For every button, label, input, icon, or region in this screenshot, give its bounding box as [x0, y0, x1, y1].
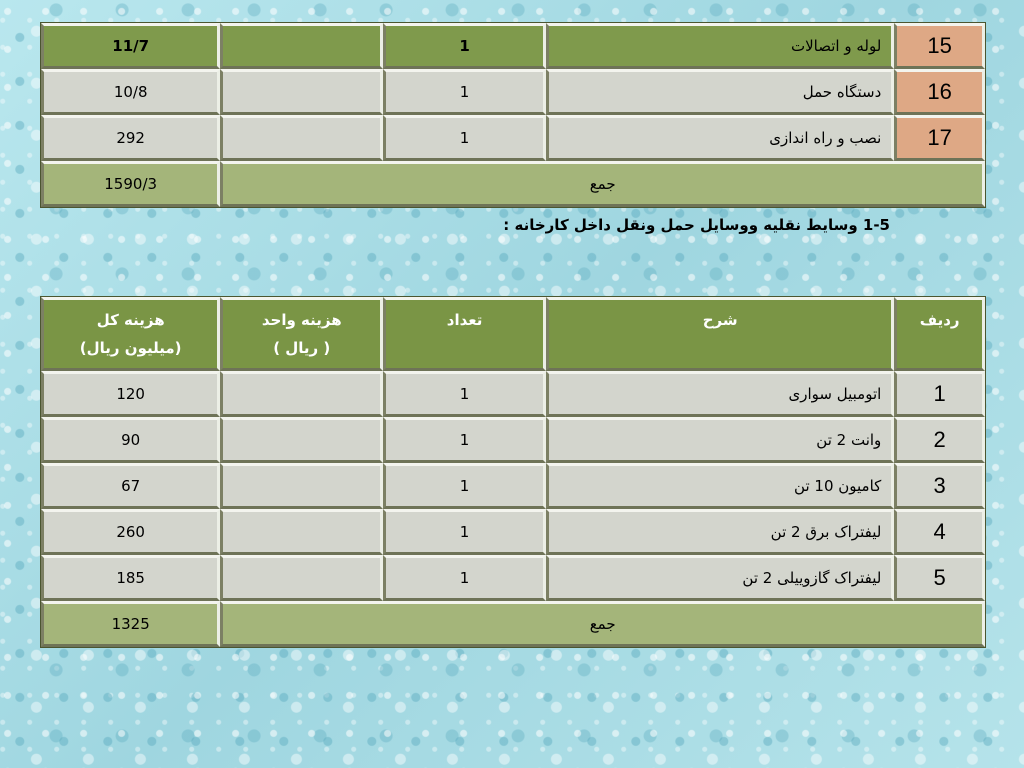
row-index: 5 [894, 555, 985, 601]
row-quantity: 1 [383, 115, 546, 161]
row-total-cost: 90 [41, 417, 220, 463]
header-description: شرح [546, 297, 894, 371]
row-quantity: 1 [383, 555, 546, 601]
table-row [41, 69, 985, 115]
row-total-cost: 11/7 [41, 23, 220, 69]
row-total-cost: 120 [41, 371, 220, 417]
section-caption: 1-5 وسایط نقلیه ووسایل حمل ونقل داخل کارخانه : [503, 216, 890, 234]
row-unit-cost [220, 509, 383, 555]
row-quantity: 1 [383, 509, 546, 555]
row-quantity: 1 [383, 463, 546, 509]
row-description: اتومبیل سواری [546, 371, 894, 417]
table-row [41, 509, 985, 555]
header-total-cost [41, 297, 220, 371]
header-index: ردیف [894, 297, 985, 371]
row-unit-cost [220, 23, 383, 69]
row-quantity: 1 [383, 371, 546, 417]
row-index: 15 [894, 23, 985, 69]
row-index: 16 [894, 69, 985, 115]
header-total-cost-title: هزینه کل [96, 311, 165, 329]
sum-row [41, 161, 985, 207]
row-total-cost: 260 [41, 509, 220, 555]
row-unit-cost [220, 555, 383, 601]
row-unit-cost [220, 417, 383, 463]
table-row [41, 371, 985, 417]
sum-value: 1325 [41, 601, 220, 647]
table-row [41, 417, 985, 463]
row-index: 1 [894, 371, 985, 417]
row-index: 3 [894, 463, 985, 509]
row-index: 17 [894, 115, 985, 161]
row-total-cost: 292 [41, 115, 220, 161]
row-unit-cost [220, 115, 383, 161]
row-total-cost: 10/8 [41, 69, 220, 115]
row-quantity: 1 [383, 417, 546, 463]
header-unit-cost [220, 297, 383, 371]
row-unit-cost [220, 69, 383, 115]
equipment-cost-table [40, 22, 986, 208]
row-quantity: 1 [383, 23, 546, 69]
row-index: 2 [894, 417, 985, 463]
row-total-cost: 67 [41, 463, 220, 509]
header-total-cost-unit: (میلیون ریال) [79, 339, 182, 357]
row-description: لیفتراک گازوییلی 2 تن [546, 555, 894, 601]
table-row [41, 555, 985, 601]
sum-row [41, 601, 985, 647]
table-row [41, 463, 985, 509]
sum-label: جمع [220, 161, 985, 207]
row-description: لیفتراک برق 2 تن [546, 509, 894, 555]
header-quantity: تعداد [383, 297, 546, 371]
row-unit-cost [220, 463, 383, 509]
header-unit-cost-unit: ( ریال ) [273, 339, 331, 357]
row-description: کامیون 10 تن [546, 463, 894, 509]
row-total-cost: 185 [41, 555, 220, 601]
row-description: وانت 2 تن [546, 417, 894, 463]
sum-label: جمع [220, 601, 985, 647]
row-description: دستگاه حمل [546, 69, 894, 115]
table-row [41, 115, 985, 161]
sum-value: 1590/3 [41, 161, 220, 207]
table-header-row [41, 297, 985, 371]
table-row [41, 23, 985, 69]
row-quantity: 1 [383, 69, 546, 115]
header-unit-cost-title: هزینه واحد [261, 311, 342, 329]
row-description: نصب و راه اندازی [546, 115, 894, 161]
vehicles-cost-table [40, 296, 986, 648]
row-description: لوله و اتصالات [546, 23, 894, 69]
row-index: 4 [894, 509, 985, 555]
row-unit-cost [220, 371, 383, 417]
